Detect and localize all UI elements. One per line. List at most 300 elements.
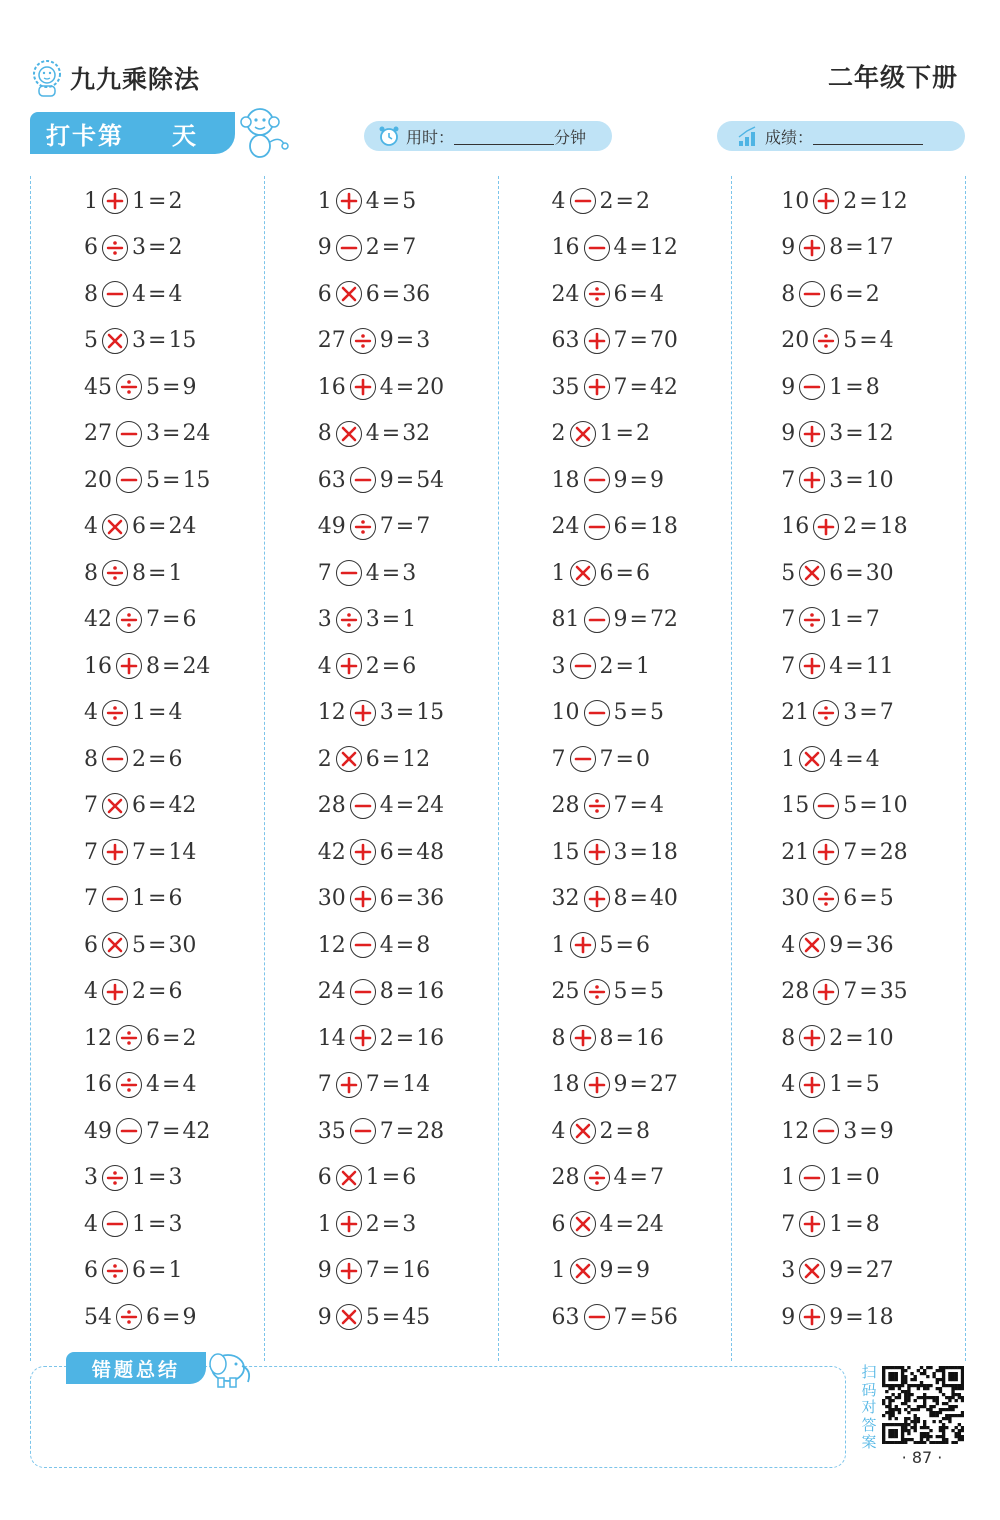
operator-circle[interactable] — [584, 607, 610, 633]
operator-circle[interactable] — [799, 1258, 825, 1284]
divide-mark-icon — [587, 796, 607, 816]
operator-circle[interactable] — [336, 421, 362, 447]
operator-circle[interactable] — [350, 979, 376, 1005]
operator-circle[interactable] — [350, 328, 376, 354]
operator-circle[interactable] — [799, 1025, 825, 1051]
divide-mark-icon — [105, 563, 125, 583]
equals-sign: = — [859, 1118, 878, 1144]
operator-circle[interactable] — [584, 839, 610, 865]
operator-circle[interactable] — [116, 1072, 142, 1098]
operand-a: 4 — [781, 932, 796, 958]
operator-circle[interactable] — [584, 1165, 610, 1191]
operator-circle[interactable] — [799, 421, 825, 447]
times-mark-icon — [105, 331, 125, 351]
operator-circle[interactable] — [584, 1304, 610, 1330]
minus-mark-icon — [119, 470, 139, 490]
operand-a: 63 — [317, 467, 346, 493]
equals-sign: = — [629, 1165, 648, 1191]
operator-circle[interactable] — [102, 1165, 128, 1191]
minus-mark-icon — [353, 470, 373, 490]
equation-row — [318, 829, 444, 876]
result: 7 — [402, 235, 417, 261]
bar-chart-icon — [737, 125, 759, 147]
operand-b: 4 — [365, 560, 380, 586]
equation-row — [781, 1294, 893, 1341]
operand-a: 9 — [781, 374, 796, 400]
equation-row — [781, 1062, 879, 1109]
operand-a: 20 — [84, 467, 112, 493]
result: 28 — [416, 1118, 445, 1144]
operator-circle[interactable] — [350, 793, 376, 819]
operator-circle[interactable] — [799, 653, 825, 679]
result: 6 — [168, 886, 183, 912]
operator-circle[interactable] — [102, 281, 128, 307]
equals-sign: = — [381, 188, 401, 214]
minus-mark-icon — [105, 284, 125, 304]
times-mark-icon — [339, 1307, 359, 1327]
equals-sign: = — [629, 467, 648, 493]
operand-b: 3 — [843, 700, 858, 726]
equation-row — [781, 1015, 893, 1062]
operand-a: 28 — [551, 793, 580, 819]
operator-circle[interactable] — [350, 514, 376, 540]
operand-a: 18 — [551, 1072, 580, 1098]
grade-label: 二年级下册 — [827, 63, 958, 92]
operator-circle[interactable] — [584, 467, 610, 493]
times-mark-icon — [802, 563, 822, 583]
equals-sign: = — [381, 607, 401, 633]
operator-circle[interactable] — [102, 514, 128, 540]
equation-row — [318, 876, 444, 923]
operand-b: 7 — [613, 1304, 628, 1330]
operator-circle[interactable] — [584, 793, 610, 819]
operator-circle[interactable] — [336, 1165, 362, 1191]
operand-b: 6 — [613, 281, 628, 307]
operator-circle[interactable] — [336, 746, 362, 772]
result: 24 — [635, 1211, 664, 1237]
operand-a: 3 — [84, 1165, 98, 1191]
operator-circle[interactable] — [584, 1072, 610, 1098]
operand-b: 9 — [613, 467, 628, 493]
operator-circle[interactable] — [570, 1211, 596, 1237]
divide-mark-icon — [816, 331, 836, 351]
divide-mark-icon — [105, 1261, 125, 1281]
operator-circle[interactable] — [799, 560, 825, 586]
operator-circle[interactable] — [116, 374, 142, 400]
result: 5 — [402, 188, 417, 214]
operator-circle[interactable] — [102, 839, 128, 865]
operator-circle[interactable] — [350, 932, 376, 958]
operand-a: 27 — [84, 421, 112, 447]
operator-circle[interactable] — [102, 188, 128, 214]
operator-circle[interactable] — [350, 839, 376, 865]
divide-mark-icon — [587, 982, 607, 1002]
equals-sign: = — [395, 374, 415, 400]
equation-row — [318, 1155, 416, 1202]
operator-circle[interactable] — [102, 700, 128, 726]
result: 4 — [649, 793, 664, 819]
operand-b: 9 — [599, 1258, 614, 1284]
operator-circle[interactable] — [813, 979, 839, 1005]
operator-circle[interactable] — [584, 328, 610, 354]
mistake-summary-title: 错题总结 — [66, 1352, 206, 1384]
result: 2 — [865, 281, 880, 307]
operator-circle[interactable] — [570, 188, 596, 214]
plus-mark-icon — [105, 191, 125, 211]
equals-sign: = — [381, 560, 401, 586]
operator-circle[interactable] — [584, 374, 610, 400]
operand-b: 7 — [599, 746, 614, 772]
operand-a: 54 — [84, 1304, 112, 1330]
operator-circle[interactable] — [350, 1025, 376, 1051]
minus-mark-icon — [587, 470, 607, 490]
operand-b: 6 — [379, 886, 394, 912]
minus-mark-icon — [802, 1168, 822, 1188]
operator-circle[interactable] — [584, 886, 610, 912]
operand-a: 7 — [781, 1211, 796, 1237]
operand-a: 16 — [781, 514, 810, 540]
equation-row — [84, 597, 196, 644]
operand-b: 7 — [146, 607, 160, 633]
operator-circle[interactable] — [336, 281, 362, 307]
operator-circle[interactable] — [799, 607, 825, 633]
operator-circle[interactable] — [570, 560, 596, 586]
operand-b: 1 — [132, 1165, 146, 1191]
operand-a: 8 — [781, 281, 796, 307]
operand-b: 9 — [829, 1258, 844, 1284]
minus-mark-icon — [105, 1214, 125, 1234]
operand-a: 7 — [84, 886, 98, 912]
operand-a: 8 — [551, 1025, 566, 1051]
equation-row — [552, 550, 650, 597]
operator-circle[interactable] — [102, 746, 128, 772]
result: 9 — [649, 467, 664, 493]
equation-row — [318, 1248, 430, 1295]
equals-sign: = — [859, 188, 878, 214]
operand-a: 1 — [551, 932, 566, 958]
time-input-line[interactable] — [454, 128, 554, 145]
result: 7 — [649, 1165, 664, 1191]
operand-b: 4 — [365, 421, 380, 447]
book-title: 九九乘除法 — [70, 65, 201, 94]
equals-sign: = — [162, 653, 181, 679]
result: 15 — [168, 328, 197, 354]
operand-a: 4 — [781, 1072, 796, 1098]
operator-circle[interactable] — [350, 374, 376, 400]
operator-circle[interactable] — [799, 746, 825, 772]
operator-circle[interactable] — [116, 1118, 142, 1144]
operator-circle[interactable] — [813, 793, 839, 819]
result: 16 — [416, 1025, 445, 1051]
equals-sign: = — [381, 1165, 401, 1191]
result: 12 — [879, 188, 908, 214]
equation-row — [552, 643, 650, 690]
result: 5 — [649, 700, 664, 726]
operand-b: 5 — [613, 979, 628, 1005]
operator-circle[interactable] — [336, 560, 362, 586]
operand-a: 24 — [551, 281, 580, 307]
operator-circle[interactable] — [350, 467, 376, 493]
operator-circle[interactable] — [116, 1304, 142, 1330]
operator-circle[interactable] — [570, 932, 596, 958]
equation-row — [84, 1015, 196, 1062]
result: 4 — [879, 328, 894, 354]
result: 7 — [416, 514, 431, 540]
operator-circle[interactable] — [570, 653, 596, 679]
operand-a: 16 — [84, 1072, 112, 1098]
operand-a: 5 — [781, 560, 796, 586]
equation-row — [781, 690, 893, 737]
equation-row — [552, 922, 650, 969]
operand-a: 28 — [551, 1165, 580, 1191]
plus-mark-icon — [587, 331, 607, 351]
operator-circle[interactable] — [336, 188, 362, 214]
operand-b: 8 — [599, 1025, 614, 1051]
operand-a: 21 — [781, 700, 810, 726]
operator-circle[interactable] — [102, 560, 128, 586]
operator-circle[interactable] — [336, 1258, 362, 1284]
equation-row — [781, 736, 879, 783]
checkin-suffix: 天 — [172, 121, 198, 150]
times-mark-icon — [802, 1261, 822, 1281]
operand-a: 9 — [781, 421, 796, 447]
plus-mark-icon — [105, 842, 125, 862]
result: 27 — [649, 1072, 678, 1098]
divide-mark-icon — [119, 1028, 139, 1048]
result: 6 — [402, 1165, 417, 1191]
operand-b: 2 — [843, 514, 858, 540]
result: 18 — [879, 514, 908, 540]
equation-row — [318, 1062, 430, 1109]
operator-circle[interactable] — [336, 653, 362, 679]
equals-sign: = — [629, 979, 648, 1005]
result: 70 — [649, 328, 678, 354]
equals-sign: = — [148, 188, 167, 214]
result: 24 — [182, 421, 211, 447]
equation-row — [781, 411, 893, 458]
operator-circle[interactable] — [350, 700, 376, 726]
operator-circle[interactable] — [116, 653, 142, 679]
equals-sign: = — [845, 281, 864, 307]
operator-circle[interactable] — [350, 886, 376, 912]
operator-circle[interactable] — [799, 281, 825, 307]
equals-sign: = — [395, 839, 415, 865]
operator-circle[interactable] — [799, 374, 825, 400]
result: 12 — [402, 746, 431, 772]
equation-row — [781, 364, 879, 411]
equation-row — [84, 504, 196, 551]
operator-circle[interactable] — [336, 1072, 362, 1098]
equals-sign: = — [395, 514, 415, 540]
operator-circle[interactable] — [584, 281, 610, 307]
operator-circle[interactable] — [570, 421, 596, 447]
operator-circle[interactable] — [102, 793, 128, 819]
result: 10 — [865, 1025, 894, 1051]
operand-a: 8 — [84, 560, 98, 586]
operand-b: 7 — [843, 979, 858, 1005]
operand-a: 10 — [551, 700, 580, 726]
operand-b: 7 — [613, 374, 628, 400]
operator-circle[interactable] — [336, 235, 362, 261]
operator-circle[interactable] — [116, 421, 142, 447]
operand-b: 6 — [132, 1258, 146, 1284]
checkin-banner — [30, 112, 235, 154]
operator-circle[interactable] — [799, 467, 825, 493]
operand-b: 3 — [829, 467, 844, 493]
equals-sign: = — [615, 746, 634, 772]
operand-b: 4 — [132, 281, 146, 307]
operator-circle[interactable] — [813, 886, 839, 912]
result: 4 — [865, 746, 880, 772]
minus-mark-icon — [816, 796, 836, 816]
operator-circle[interactable] — [799, 1211, 825, 1237]
result: 0 — [635, 746, 650, 772]
operator-circle[interactable] — [570, 1025, 596, 1051]
equals-sign: = — [162, 421, 181, 447]
operator-circle[interactable] — [584, 514, 610, 540]
operator-circle[interactable] — [570, 1258, 596, 1284]
operator-circle[interactable] — [584, 700, 610, 726]
operator-circle[interactable] — [102, 1258, 128, 1284]
result: 4 — [168, 281, 183, 307]
result: 16 — [416, 979, 445, 1005]
result: 36 — [865, 932, 894, 958]
result: 54 — [416, 467, 445, 493]
equation-row — [84, 411, 210, 458]
equation-row — [781, 178, 907, 225]
operand-b: 4 — [613, 1165, 628, 1191]
operand-a: 12 — [317, 932, 346, 958]
operator-circle[interactable] — [102, 979, 128, 1005]
operator-circle[interactable] — [799, 235, 825, 261]
operator-circle[interactable] — [799, 1072, 825, 1098]
minus-mark-icon — [119, 424, 139, 444]
equals-sign: = — [845, 1072, 864, 1098]
operand-b: 2 — [365, 653, 380, 679]
plus-mark-icon — [587, 842, 607, 862]
result: 28 — [879, 839, 908, 865]
operator-circle[interactable] — [336, 1304, 362, 1330]
operator-circle[interactable] — [813, 700, 839, 726]
operator-circle[interactable] — [102, 886, 128, 912]
operator-circle[interactable] — [799, 1165, 825, 1191]
operand-b: 5 — [843, 793, 858, 819]
operand-b: 7 — [146, 1118, 160, 1144]
operand-b: 4 — [829, 653, 844, 679]
equation-row — [781, 1248, 893, 1295]
equals-sign: = — [845, 235, 864, 261]
operand-a: 7 — [84, 793, 98, 819]
equals-sign: = — [629, 514, 648, 540]
operand-b: 1 — [829, 607, 844, 633]
result: 10 — [865, 467, 894, 493]
result: 42 — [182, 1118, 211, 1144]
equals-sign: = — [629, 886, 648, 912]
equals-sign: = — [859, 328, 878, 354]
result: 4 — [182, 1072, 197, 1098]
operand-a: 42 — [317, 839, 346, 865]
operator-circle[interactable] — [116, 607, 142, 633]
minus-mark-icon — [587, 517, 607, 537]
operator-circle[interactable] — [813, 839, 839, 865]
operator-circle[interactable] — [570, 1118, 596, 1144]
operand-b: 6 — [379, 839, 394, 865]
operand-a: 3 — [781, 1258, 796, 1284]
operator-circle[interactable] — [813, 514, 839, 540]
equals-sign: = — [148, 514, 167, 540]
equals-sign: = — [629, 700, 648, 726]
operator-circle[interactable] — [813, 188, 839, 214]
equals-sign: = — [148, 235, 167, 261]
result: 6 — [168, 979, 183, 1005]
equals-sign: = — [859, 793, 878, 819]
operator-circle[interactable] — [102, 1211, 128, 1237]
operator-circle[interactable] — [102, 932, 128, 958]
result: 6 — [402, 653, 417, 679]
operator-circle[interactable] — [116, 467, 142, 493]
operator-circle[interactable] — [570, 746, 596, 772]
operand-a: 2 — [317, 746, 332, 772]
operand-a: 1 — [781, 1165, 796, 1191]
plus-mark-icon — [802, 1075, 822, 1095]
equation-row — [84, 1248, 182, 1295]
page-number: · 87 · — [901, 1448, 943, 1467]
operator-circle[interactable] — [336, 607, 362, 633]
operand-b: 8 — [613, 886, 628, 912]
operator-circle[interactable] — [350, 1118, 376, 1144]
result: 30 — [168, 932, 197, 958]
operand-b: 6 — [146, 1025, 160, 1051]
equation-row — [318, 736, 430, 783]
operator-circle[interactable] — [799, 932, 825, 958]
operand-b: 2 — [599, 653, 614, 679]
equals-sign: = — [859, 886, 878, 912]
equals-sign: = — [845, 746, 864, 772]
operator-circle[interactable] — [813, 328, 839, 354]
operand-a: 4 — [84, 514, 98, 540]
operand-a: 9 — [317, 1258, 332, 1284]
equals-sign: = — [629, 1072, 648, 1098]
qr-code[interactable] — [882, 1366, 964, 1444]
operand-b: 9 — [613, 1072, 628, 1098]
operand-a: 7 — [317, 1072, 332, 1098]
result: 1 — [402, 607, 417, 633]
operator-circle[interactable] — [813, 1118, 839, 1144]
operator-circle[interactable] — [102, 328, 128, 354]
operator-circle[interactable] — [102, 235, 128, 261]
result: 5 — [879, 886, 894, 912]
result: 14 — [402, 1072, 431, 1098]
operator-circle[interactable] — [799, 1304, 825, 1330]
operator-circle[interactable] — [584, 979, 610, 1005]
operand-a: 9 — [781, 235, 796, 261]
result: 12 — [649, 235, 678, 261]
equation-row — [781, 550, 893, 597]
result: 8 — [865, 374, 880, 400]
equals-sign: = — [629, 607, 648, 633]
times-mark-icon — [802, 749, 822, 769]
operator-circle[interactable] — [584, 235, 610, 261]
divide-mark-icon — [119, 377, 139, 397]
equals-sign: = — [395, 328, 415, 354]
operand-a: 63 — [551, 1304, 580, 1330]
operator-circle[interactable] — [116, 1025, 142, 1051]
equation-row — [318, 457, 444, 504]
score-input-line[interactable] — [813, 128, 923, 145]
equation-row — [781, 783, 907, 830]
result: 8 — [635, 1118, 650, 1144]
operator-circle[interactable] — [336, 1211, 362, 1237]
